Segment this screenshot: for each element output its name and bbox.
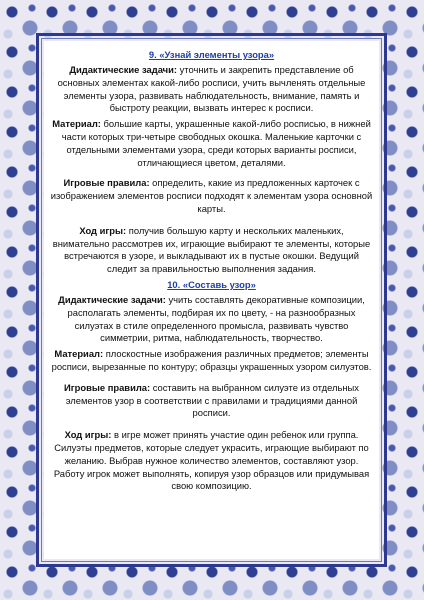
game-9-rules-label: Игровые правила: <box>63 177 150 189</box>
game-10-title: 10. «Составь узор» <box>167 278 256 290</box>
game-9-material <box>50 118 373 169</box>
game-9-progress-text: получив большую карту и нескольких маленьких, внимательно рассмотрев их, играющие выбирают те элементы, которые встречаются в узоре, и выкладывают их в пустые окошки. Ведущий следит за правильностью выполнения задания. <box>52 224 371 275</box>
game-10-progress <box>50 429 373 493</box>
game-9-goals-text: уточнить и закрепить представление об основных элементах какой-либо росписи, учить вычленять отдельные элементы узора, развивать наблюдательность, внимание, память и быстроту реакции, вызвать интерес к росписи. <box>57 64 366 114</box>
game-10-material-text: плоскостные изображения различных предметов; элементы росписи, вырезанные по контуру; образцы украшенных узором силуэтов. <box>51 348 372 372</box>
game-9-goals-label: Дидактические задачи: <box>69 64 177 75</box>
game-9-rules <box>50 177 373 215</box>
game-10-material-label: Материал: <box>54 348 104 360</box>
content-panel <box>44 41 379 559</box>
game-9-material-text: большие карты, украшенные какой-либо росписью, в нижней части которых три-четыре свободных окошка. Маленькие карточки с отдельными элементами узора, среди которых варианты росписи, отличающиеся цветом, деталями. <box>61 118 371 168</box>
game-10-progress-label: Ход игры: <box>64 429 112 441</box>
game-9-material-label: Материал: <box>52 118 101 130</box>
game-10-progress-text: в игре может принять участие один ребенок или группа. Силуэты предметов, которые следует украсить, играющие выбирают по желанию. Выбрав нужное количество элементов, составляют узор. Работу игрок может выполнять, копируя узор образцов или придумывая свою композицию. <box>53 429 370 492</box>
game-10-rules <box>50 382 373 420</box>
game-10-goals-label: Дидактические задачи: <box>58 293 166 305</box>
game-9-progress-label: Ход игры: <box>79 224 127 236</box>
game-10-rules-label: Игровые правила: <box>64 381 151 393</box>
game-9-rules-text: определить, какие из предложенных карточек с изображением элементов росписи подходят к элементам узора основной карты. <box>50 177 373 214</box>
game-10-goals-text: учить составлять декоративные композиции, располагать элементы, подбирая их по цвету, - на разнообразных силуэтах в стиле определенного промысла, развивать чувство симметрии, ритма, наблюдательность, творчество. <box>67 293 365 344</box>
game-10-goals <box>50 294 373 345</box>
game-10-rules-text: составить на выбранном силуэте из отдельных элементов узор в соответствии с правилами и традициями данной росписи. <box>65 381 359 419</box>
game-9-progress <box>50 225 373 276</box>
game-9-title: 9. «Узнай элементы узора» <box>148 49 275 60</box>
game-9-goals <box>50 64 373 115</box>
game-10-material <box>50 348 373 374</box>
